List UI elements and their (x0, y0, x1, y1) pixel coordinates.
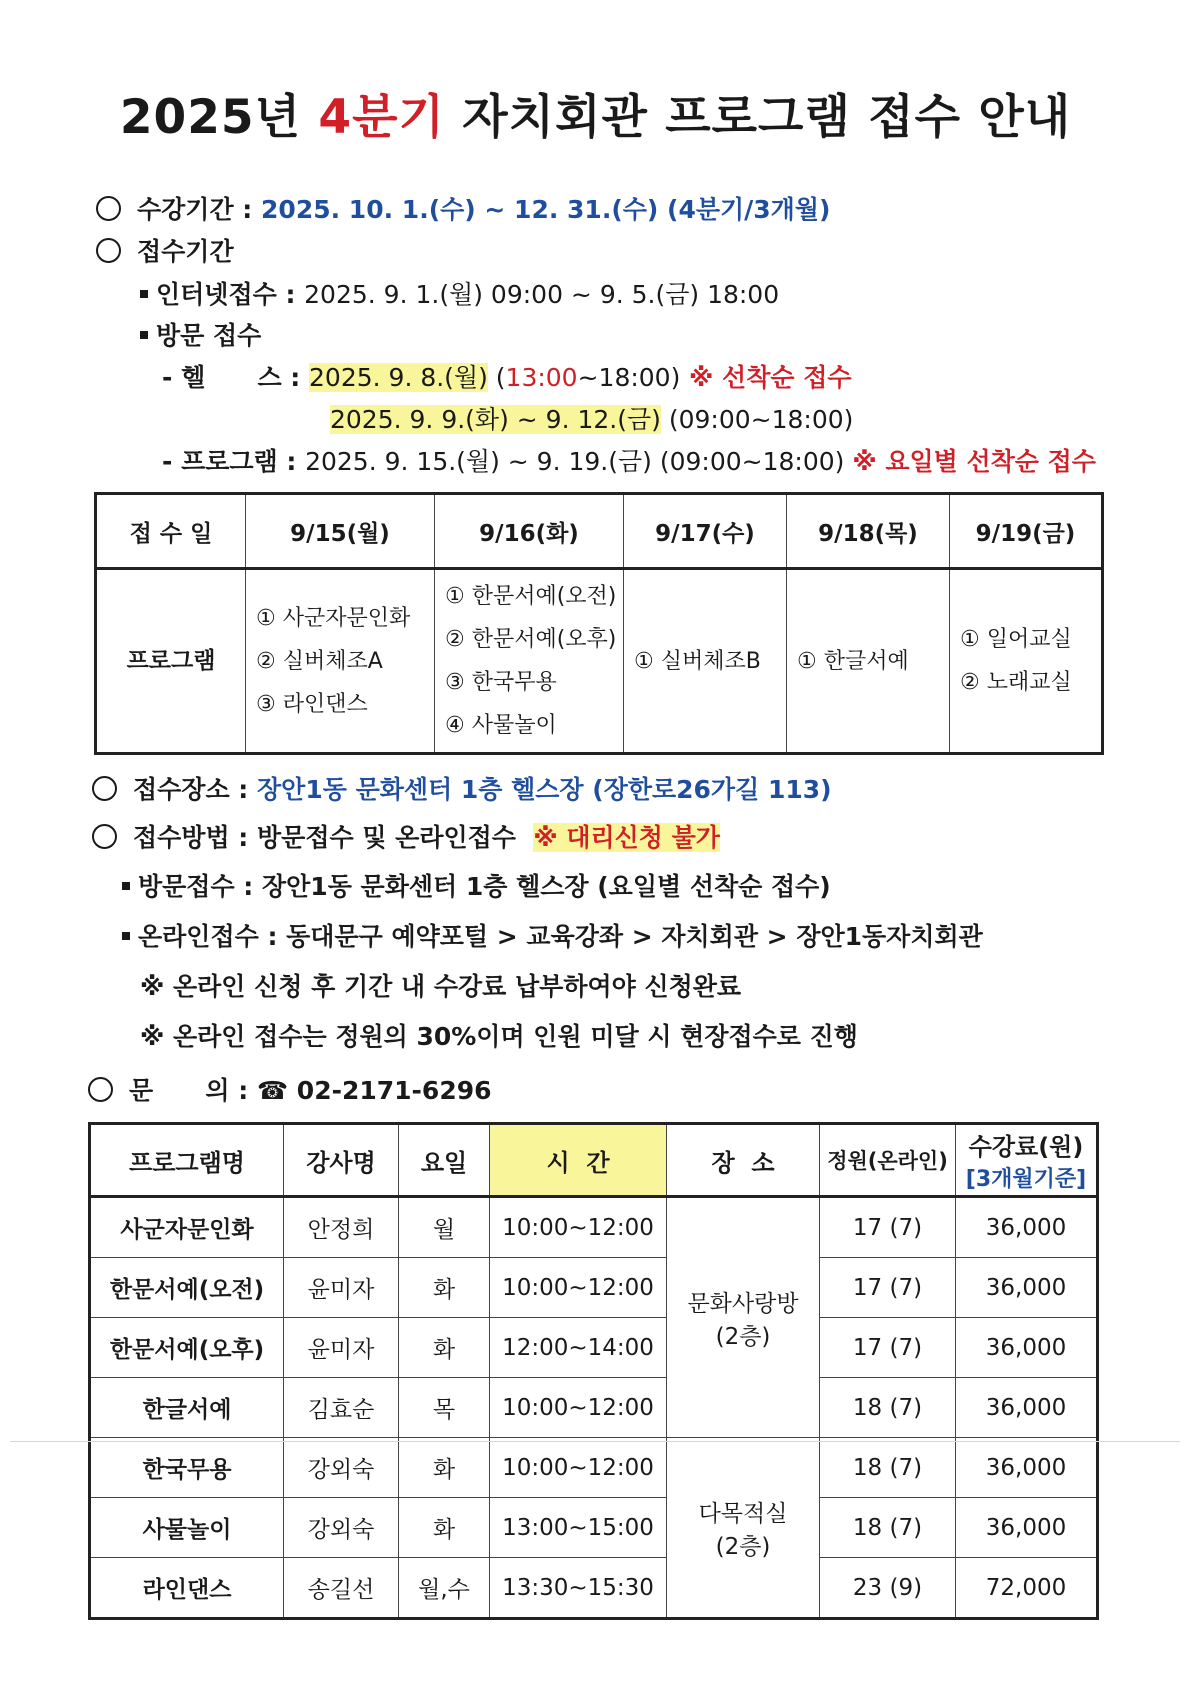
circle-bullet-icon (92, 824, 117, 849)
table-row (90, 1318, 1098, 1378)
schedule-cell-1 (246, 569, 435, 754)
health-time1: 13:00 (505, 363, 578, 392)
list-item: ② 실버체조A (256, 648, 383, 674)
circle-bullet-icon (96, 196, 121, 221)
inquiry-label: 문 의 : (129, 1076, 257, 1105)
schedule-program-row (96, 569, 1103, 754)
schedule-cell-5 (950, 569, 1103, 754)
cell-capacity: 17 (7) (820, 1258, 956, 1318)
health-time1-rest: ~18:00) (577, 363, 681, 392)
cell-fee: 36,000 (956, 1438, 1098, 1498)
cell-capacity: 18 (7) (820, 1378, 956, 1438)
program-time: (09:00~18:00) (651, 447, 853, 476)
scan-line-divider (10, 1441, 1180, 1442)
schedule-day-3: 9/17(수) (624, 494, 787, 569)
cell-place-1 (667, 1197, 820, 1438)
cell-time: 13:00~15:00 (490, 1498, 667, 1558)
cell-day: 목 (399, 1378, 490, 1438)
cell-teacher: 송길선 (284, 1558, 399, 1619)
schedule-day-1: 9/15(월) (246, 494, 435, 569)
cell-teacher: 김효순 (284, 1378, 399, 1438)
header-fee-sub: [3개월기준] (965, 1167, 1087, 1192)
page-title (0, 80, 1191, 147)
cell-teacher: 윤미자 (284, 1318, 399, 1378)
place-name: 다목적실 (698, 1500, 788, 1527)
program-note: ※ 요일별 선착순 접수 (852, 447, 1096, 476)
cell-day: 월,수 (399, 1558, 490, 1619)
square-bullet-icon (122, 932, 130, 940)
visit-method-line (122, 867, 831, 903)
list-item: ③ 한국무용 (445, 670, 557, 695)
header-program: 프로그램명 (90, 1124, 284, 1197)
method-label: 접수방법 : (133, 823, 258, 852)
header-place: 장 소 (667, 1124, 820, 1197)
list-item: ① 일어교실 (960, 627, 1072, 652)
health-time2: (09:00~18:00) (660, 405, 854, 434)
cell-place-2 (667, 1438, 820, 1619)
phone-icon: ☎ (256, 1076, 289, 1105)
header-time: 시 간 (490, 1124, 667, 1197)
cell-day: 월 (399, 1197, 490, 1258)
schedule-header-row (96, 494, 1103, 569)
note-line-2 (140, 1017, 858, 1053)
health-note: ※ 선착순 접수 (680, 363, 852, 392)
table-row (90, 1378, 1098, 1438)
cell-teacher: 강외숙 (284, 1438, 399, 1498)
cell-time: 10:00~12:00 (490, 1197, 667, 1258)
header-capacity: 정원(온라인) (820, 1124, 956, 1197)
title-prefix: 2025년 (119, 90, 319, 145)
registration-period-line (96, 232, 234, 268)
title-highlight: 4분기 (318, 90, 445, 145)
circle-bullet-icon (88, 1077, 113, 1102)
cell-fee: 36,000 (956, 1258, 1098, 1318)
list-item: ① 한문서예(오전) (445, 584, 617, 609)
cell-program: 한문서예(오전) (90, 1258, 284, 1318)
cell-program: 한문서예(오후) (90, 1318, 284, 1378)
cell-capacity: 23 (9) (820, 1558, 956, 1619)
online-method: 온라인접수 : 동대문구 예약포털 > 교육강좌 > 자치회관 > 장안1동자치회관 (138, 922, 983, 951)
note-1: ※ 온라인 신청 후 기간 내 수강료 납부하여야 신청완료 (140, 972, 742, 1001)
list-item: ① 사군자문인화 (256, 605, 411, 631)
course-period-label: 수강기간 : (137, 195, 253, 224)
list-item: ① 실버체조B (634, 648, 761, 674)
program-line (162, 442, 1096, 478)
place-value: 장안1동 문화센터 1층 헬스장 (장한로26가길 113) (257, 775, 832, 804)
schedule-day-2: 9/16(화) (435, 494, 624, 569)
note-line-1 (140, 967, 741, 1003)
online-method-line (122, 917, 983, 953)
cell-day: 화 (399, 1438, 490, 1498)
health-line-2 (330, 400, 853, 436)
cell-fee: 36,000 (956, 1197, 1098, 1258)
title-suffix: 자치회관 프로그램 접수 안내 (444, 90, 1072, 145)
cell-teacher: 윤미자 (284, 1258, 399, 1318)
cell-teacher: 강외숙 (284, 1498, 399, 1558)
inquiry-line (88, 1071, 492, 1107)
table-row (90, 1197, 1098, 1258)
internet-line (140, 275, 779, 311)
cell-capacity: 18 (7) (820, 1498, 956, 1558)
internet-label: 인터넷접수 : (156, 280, 305, 309)
cell-time: 10:00~12:00 (490, 1438, 667, 1498)
list-item: ② 노래교실 (960, 670, 1072, 695)
schedule-header-label: 접 수 일 (96, 494, 246, 569)
cell-fee: 36,000 (956, 1498, 1098, 1558)
schedule-cell-3 (624, 569, 787, 754)
square-bullet-icon (122, 882, 130, 890)
square-bullet-icon (140, 331, 148, 339)
inquiry-phone: 02-2171-6296 (296, 1076, 492, 1105)
cell-program: 사물놀이 (90, 1498, 284, 1558)
cell-day: 화 (399, 1318, 490, 1378)
table-row (90, 1558, 1098, 1619)
cell-teacher: 안정희 (284, 1197, 399, 1258)
health-line (162, 358, 852, 394)
schedule-cell-2 (435, 569, 624, 754)
fee-header-row (90, 1124, 1098, 1197)
internet-value: 2025. 9. 1.(월) 09:00 ~ 9. 5.(금) 18:00 (304, 280, 780, 309)
visit-label: 방문 접수 (156, 321, 262, 350)
header-fee (956, 1124, 1098, 1197)
cell-fee: 36,000 (956, 1318, 1098, 1378)
cell-time: 10:00~12:00 (490, 1258, 667, 1318)
place-floor: (2층) (715, 1533, 771, 1560)
place-line (92, 770, 832, 806)
schedule-day-5: 9/19(금) (950, 494, 1103, 569)
health-open: ( (487, 363, 506, 392)
cell-capacity: 17 (7) (820, 1318, 956, 1378)
list-item: ③ 라인댄스 (256, 691, 368, 717)
course-period-value: 2025. 10. 1.(수) ~ 12. 31.(수) (4분기/3개월) (261, 195, 831, 224)
program-date: 2025. 9. 15.(월) ~ 9. 19.(금) (305, 447, 652, 476)
list-item: ④ 사물놀이 (445, 713, 557, 738)
method-note: ※ 대리신청 불가 (533, 823, 720, 852)
square-bullet-icon (140, 290, 148, 298)
program-label: - 프로그램 : (162, 447, 306, 476)
circle-bullet-icon (96, 238, 121, 263)
course-period-line (96, 190, 830, 226)
table-row (90, 1498, 1098, 1558)
visit-line (140, 316, 261, 352)
schedule-cell-4 (787, 569, 950, 754)
list-item: ① 한글서예 (797, 648, 909, 674)
header-day: 요일 (399, 1124, 490, 1197)
note-2: ※ 온라인 접수는 정원의 30%이며 인원 미달 시 현장접수로 진행 (140, 1022, 858, 1051)
health-date2: 2025. 9. 9.(화) ~ 9. 12.(금) (330, 405, 661, 434)
place-name: 문화사랑방 (687, 1290, 799, 1317)
cell-day: 화 (399, 1498, 490, 1558)
health-date1: 2025. 9. 8.(월) (309, 363, 488, 392)
header-fee-label: 수강료(원) (968, 1133, 1084, 1161)
cell-program: 라인댄스 (90, 1558, 284, 1619)
cell-time: 10:00~12:00 (490, 1378, 667, 1438)
cell-program: 사군자문인화 (90, 1197, 284, 1258)
cell-program: 한국무용 (90, 1438, 284, 1498)
cell-program: 한글서예 (90, 1378, 284, 1438)
cell-time: 13:30~15:30 (490, 1558, 667, 1619)
table-row (90, 1438, 1098, 1498)
header-teacher: 강사명 (284, 1124, 399, 1197)
cell-time: 12:00~14:00 (490, 1318, 667, 1378)
method-value: 방문접수 및 온라인접수 (257, 823, 534, 852)
health-label: - 헬 스 : (162, 363, 310, 392)
schedule-day-4: 9/18(목) (787, 494, 950, 569)
table-row (90, 1258, 1098, 1318)
cell-day: 화 (399, 1258, 490, 1318)
visit-method: 방문접수 : 장안1동 문화센터 1층 헬스장 (요일별 선착순 접수) (138, 872, 831, 901)
fee-table (88, 1122, 1099, 1620)
cell-capacity: 18 (7) (820, 1438, 956, 1498)
place-label: 접수장소 : (133, 775, 258, 804)
circle-bullet-icon (92, 776, 117, 801)
schedule-table (94, 492, 1104, 755)
place-floor: (2층) (715, 1323, 771, 1350)
registration-period-label: 접수기간 (137, 237, 234, 266)
cell-fee: 36,000 (956, 1378, 1098, 1438)
method-line (92, 818, 720, 854)
cell-fee: 72,000 (956, 1558, 1098, 1619)
list-item: ② 한문서예(오후) (445, 627, 617, 652)
cell-capacity: 17 (7) (820, 1197, 956, 1258)
schedule-row-label: 프로그램 (96, 569, 246, 754)
